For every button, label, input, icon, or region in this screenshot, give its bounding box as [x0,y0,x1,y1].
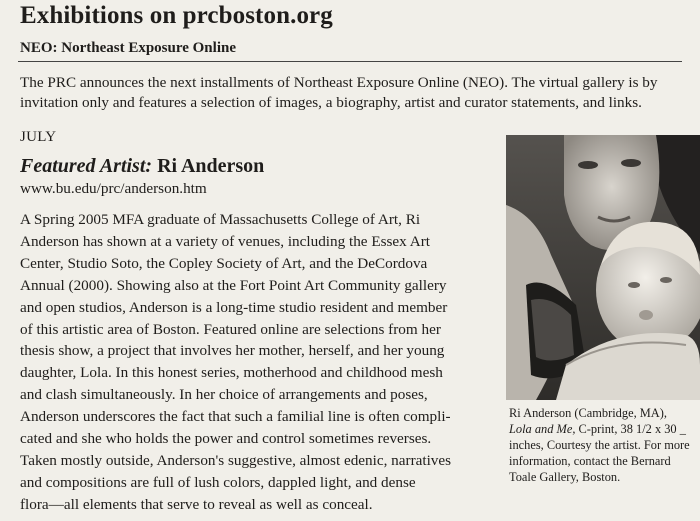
featured-artist-heading [20,155,264,178]
featured-artist-name: Ri Anderson [157,155,265,177]
body-line: thesis show, a project that involves her mother, herself, and her young [20,342,445,360]
caption-artist: Ri Anderson (Cambridge, MA), [509,406,667,420]
artist-url: www.bu.edu/prc/anderson.htm [20,180,207,197]
artist-description [20,209,490,516]
body-line: Anderson has shown at a variety of venues, including the Essex Art [20,232,430,250]
body-line: Taken mostly outside, Anderson's suggestive, almost edenic, narratives [20,451,452,469]
header-rule [18,61,682,62]
photo-illustration [506,135,700,400]
body-line: and clash simultaneously. In her choice of arrangements and poses, [20,386,428,404]
body-line: cated and she who holds the power and control sometimes reverses. [20,430,432,448]
month-label: JULY [20,129,57,145]
artwork-photo [506,135,700,400]
body-line: Annual (2000). Showing also at the Fort Point Art Community gallery [20,276,447,294]
page-title: Exhibitions on prcboston.org [20,2,333,29]
body-line: A Spring 2005 MFA graduate of Massachusetts College of Art, Ri [20,211,421,228]
caption-work-title: Lola and Me, [509,422,576,437]
photo-caption [509,405,699,485]
caption-medium: C-print, 38 1/2 x 30 _ [575,422,686,437]
section-subtitle: NEO: Northeast Exposure Online [20,40,236,56]
caption-line: inches, Courtesy the artist. For more [509,438,690,453]
body-line: Center, Studio Soto, the Copley Society of Art, and the DeCordova [20,254,428,272]
body-line: daughter, Lola. In this honest series, motherhood and childhood mesh [20,364,443,382]
featured-artist-label: Featured Artist: [20,155,153,177]
body-line: and open studios, Anderson is a long-time studio resident and member [20,298,448,316]
intro-paragraph: The PRC announces the next installments of Northeast Exposure Online (NEO). The virtual gallery is by invitation only and features a selection of images, a biography, artist and curator statements, and links. [20,74,658,111]
body-line: of this artistic area of Boston. Featured online are selections from her [20,320,441,338]
caption-work-line [509,421,699,437]
caption-line: Toale Gallery, Boston. [509,470,621,485]
body-line: flora—all elements that serve to reveal as well as conceal. [20,495,373,513]
body-line: and compositions are full of lush colors, dappled light, and dense [20,473,416,491]
caption-line: information, contact the Bernard [509,454,671,469]
body-line: Anderson underscores the fact that such a familial line is often compli- [20,408,451,426]
